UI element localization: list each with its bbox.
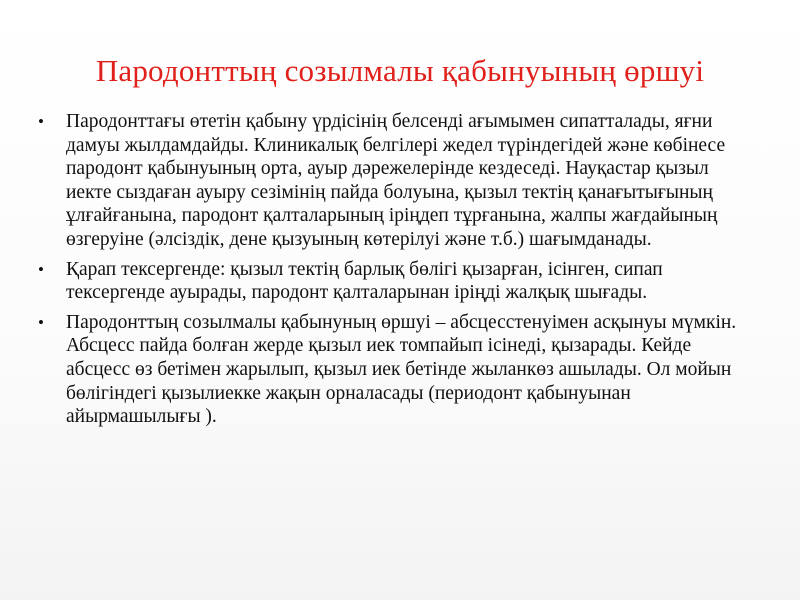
slide-title: Пародонттың созылмалы қабынуының өршуі [95, 53, 705, 88]
bullet-item-1 [36, 110, 748, 252]
bullet-text-3: Пародонттың созылмалы қабынуның өршуі – абсцесстенуімен асқынуы мүмкін. Абсцесс пайда болған жерде қызыл иек томпайып ісінеді, қызарады. Кейде абсцесс өз бетімен жарылып, қызыл иек бетінде жыланкөз ашылады. Ол мойын бөлігіндегі қызылиекке жақын орналасады (периодонт қабынуынан айырмашылығы ). [66, 311, 737, 428]
bullet-dot-icon: • [38, 259, 44, 279]
bullet-text-1: Пародонттағы өтетін қабыну үрдісінің белсенді ағымымен сипатталады, яғни дамуы жылдамдайды. Клиникалық белгілері жедел түріндегідей және көбінесе пародонт қабынуының орта, ауыр дәрежелерінде кездеседі. Науқастар қызыл иекте сыздаған ауыру сезімінің пайда болуына, қызыл тектің қанағытығының ұлғайғанына, пародонт қалталарының іріңдеп тұрғанына, жалпы жағдайының өзгеруіне (әлсіздік, дене қызуының көтерілуі және т.б.) шағымданады. [66, 111, 726, 250]
bullet-item-2 [36, 258, 748, 305]
bullet-text-2: Қарап тексергенде: қызыл тектің барлық бөлігі қызарған, ісінген, сипап тексергенде ауырады, пародонт қалталарынан іріңді жалқық шығады. [66, 258, 663, 304]
bullet-dot-icon: • [38, 312, 44, 332]
bullet-dot-icon: • [38, 112, 44, 131]
bullet-list [36, 110, 748, 435]
bullet-item-3 [36, 311, 748, 429]
